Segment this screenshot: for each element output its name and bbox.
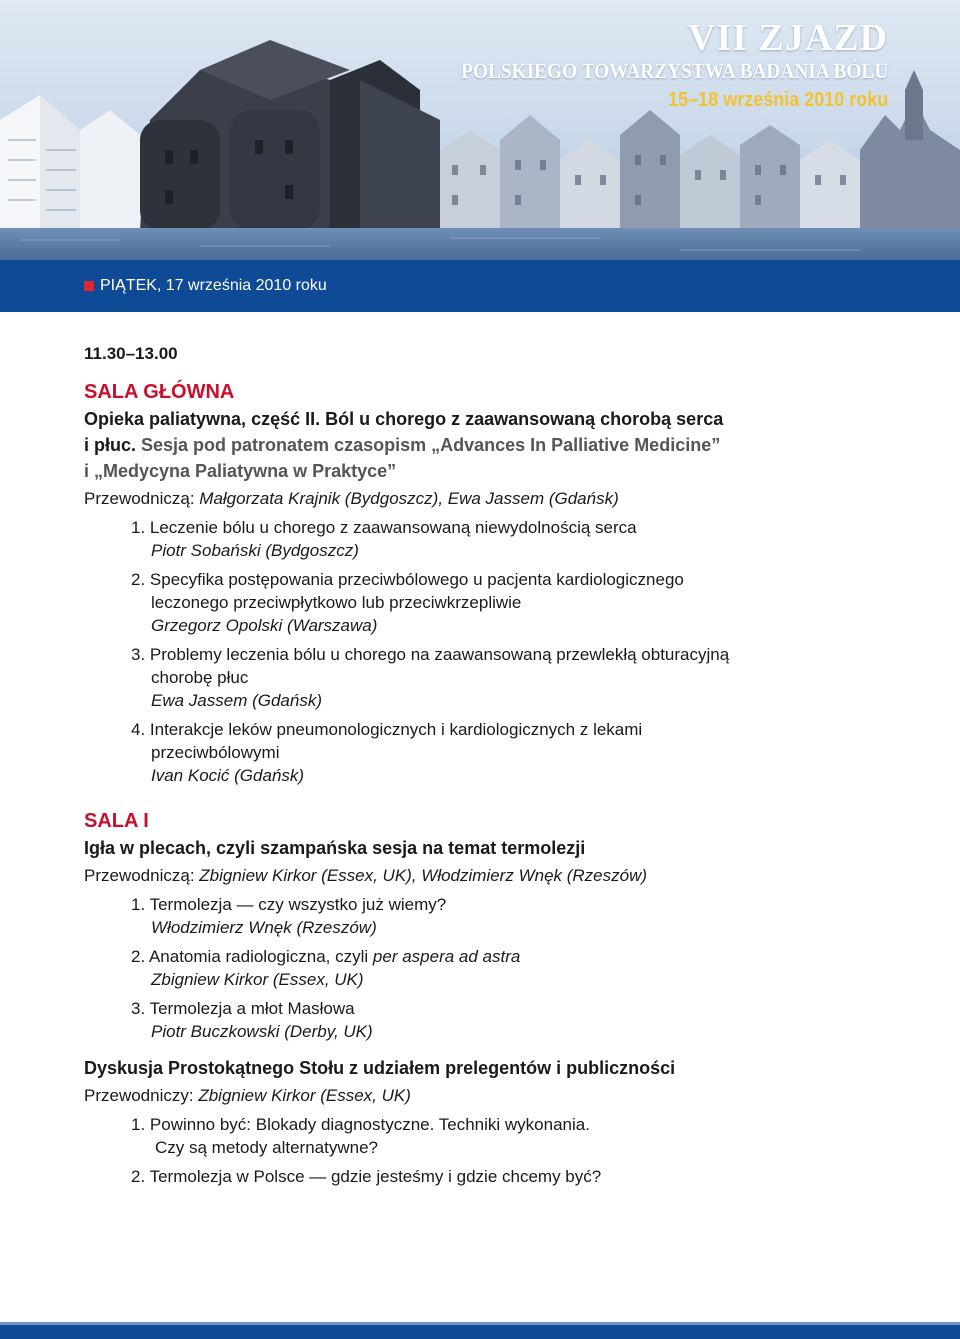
lecture-title: 1. Leczenie bólu u chorego z zaawansowaną niewydolnością serca bbox=[131, 518, 637, 537]
lecture-list bbox=[131, 516, 924, 787]
lecture-item bbox=[131, 997, 924, 1043]
session-title-line: Opieka paliatywna, część II. Ból u chorego z zaawansowaną chorobą serca bbox=[84, 409, 724, 429]
lecture-title: 3. Termolezja a młot Masłowa bbox=[131, 999, 355, 1018]
lecture-title: 4. Interakcje leków pneumonologicznych i kardiologicznych z lekami bbox=[131, 720, 643, 739]
lecture-list bbox=[131, 893, 924, 1043]
chairs-names: Zbigniew Kirkor (Essex, UK) bbox=[193, 1086, 411, 1105]
lecture-item bbox=[131, 945, 924, 991]
room-main: SALA GŁÓWNA bbox=[84, 381, 235, 403]
congress-edition: VII ZJAZD bbox=[687, 17, 888, 59]
session-title-line: Sesja pod patronatem czasopism „Advances In Palliative Medicine” bbox=[136, 435, 721, 455]
lecture-item bbox=[131, 516, 924, 562]
program-content bbox=[84, 344, 924, 1194]
chairs-label: Przewodniczą: bbox=[84, 866, 195, 885]
congress-society: POLSKIEGO TOWARZYSTWA BADANIA BÓLU bbox=[460, 59, 888, 83]
lecture-author: Ivan Kocić (Gdańsk) bbox=[151, 766, 305, 785]
room-one: SALA I bbox=[84, 810, 149, 832]
discussion-title: Dyskusja Prostokątnego Stołu z udziałem prelegentów i publiczności bbox=[84, 1058, 676, 1078]
session-chairs bbox=[84, 486, 924, 512]
day-label: PIĄTEK, 17 września 2010 roku bbox=[100, 277, 327, 294]
lecture-title-cont: chorobę płuc bbox=[151, 668, 249, 687]
lecture-title bbox=[131, 945, 924, 968]
lecture-title-cont: leczonego przeciwpłytkowo lub przeciwkrzepliwie bbox=[151, 593, 522, 612]
chairs-label: Przewodniczy: bbox=[84, 1086, 194, 1105]
chairs-names: Zbigniew Kirkor (Essex, UK), Włodzimierz Wnęk (Rzeszów) bbox=[194, 866, 648, 885]
chairs-label: Przewodniczą: bbox=[84, 489, 195, 508]
lecture-item bbox=[131, 643, 924, 712]
session-title-main bbox=[84, 406, 924, 484]
header-banner bbox=[0, 0, 960, 260]
lecture-author: Piotr Buczkowski (Derby, UK) bbox=[151, 1022, 373, 1041]
day-bar bbox=[0, 260, 960, 312]
session-chairs bbox=[84, 863, 924, 889]
lecture-title: 1. Termolezja — czy wszystko już wiemy? bbox=[131, 895, 447, 914]
session-title-line: i płuc. bbox=[84, 435, 137, 455]
lecture-title-latin: per aspera ad astra bbox=[372, 947, 521, 966]
lecture-title-cont: przeciwbólowymi bbox=[151, 743, 280, 762]
lecture-author: Ewa Jassem (Gdańsk) bbox=[151, 691, 322, 710]
discussion-list bbox=[131, 1113, 924, 1188]
lecture-title: 2. Specyfika postępowania przeciwbólowego u pacjenta kardiologicznego bbox=[131, 570, 684, 589]
session-title-room-one: Igła w plecach, czyli szampańska sesja na temat termolezji bbox=[84, 838, 586, 858]
congress-title bbox=[424, 18, 888, 114]
footer-bar bbox=[0, 1325, 960, 1339]
discussion-topic-cont: Czy są metody alternatywne? bbox=[155, 1138, 378, 1157]
discussion-topic: 1. Powinno być: Blokady diagnostyczne. Techniki wykonania. bbox=[131, 1115, 590, 1134]
lecture-author: Włodzimierz Wnęk (Rzeszów) bbox=[151, 918, 377, 937]
congress-dates: 15–18 września 2010 roku bbox=[667, 89, 888, 111]
lecture-author: Grzegorz Opolski (Warszawa) bbox=[151, 616, 378, 635]
lecture-item bbox=[131, 568, 924, 637]
chairs-names: Małgorzata Krajnik (Bydgoszcz), Ewa Jassem (Gdańsk) bbox=[194, 489, 619, 508]
discussion-chairs bbox=[84, 1083, 924, 1109]
lecture-author: Piotr Sobański (Bydgoszcz) bbox=[151, 541, 359, 560]
session-title-line: i „Medycyna Paliatywna w Praktyce” bbox=[84, 461, 397, 481]
session-time: 11.30–13.00 bbox=[84, 344, 178, 363]
square-bullet-icon bbox=[84, 281, 94, 291]
lecture-title-text: 2. Anatomia radiologiczna, czyli bbox=[131, 947, 373, 966]
discussion-item bbox=[131, 1165, 924, 1188]
lecture-author: Zbigniew Kirkor (Essex, UK) bbox=[151, 970, 364, 989]
lecture-item bbox=[131, 718, 924, 787]
lecture-title: 3. Problemy leczenia bólu u chorego na zaawansowaną przewlekłą obturacyjną bbox=[131, 645, 730, 664]
discussion-item bbox=[131, 1113, 924, 1159]
lecture-item bbox=[131, 893, 924, 939]
discussion-topic: 2. Termolezja w Polsce — gdzie jesteśmy i gdzie chcemy być? bbox=[131, 1167, 602, 1186]
